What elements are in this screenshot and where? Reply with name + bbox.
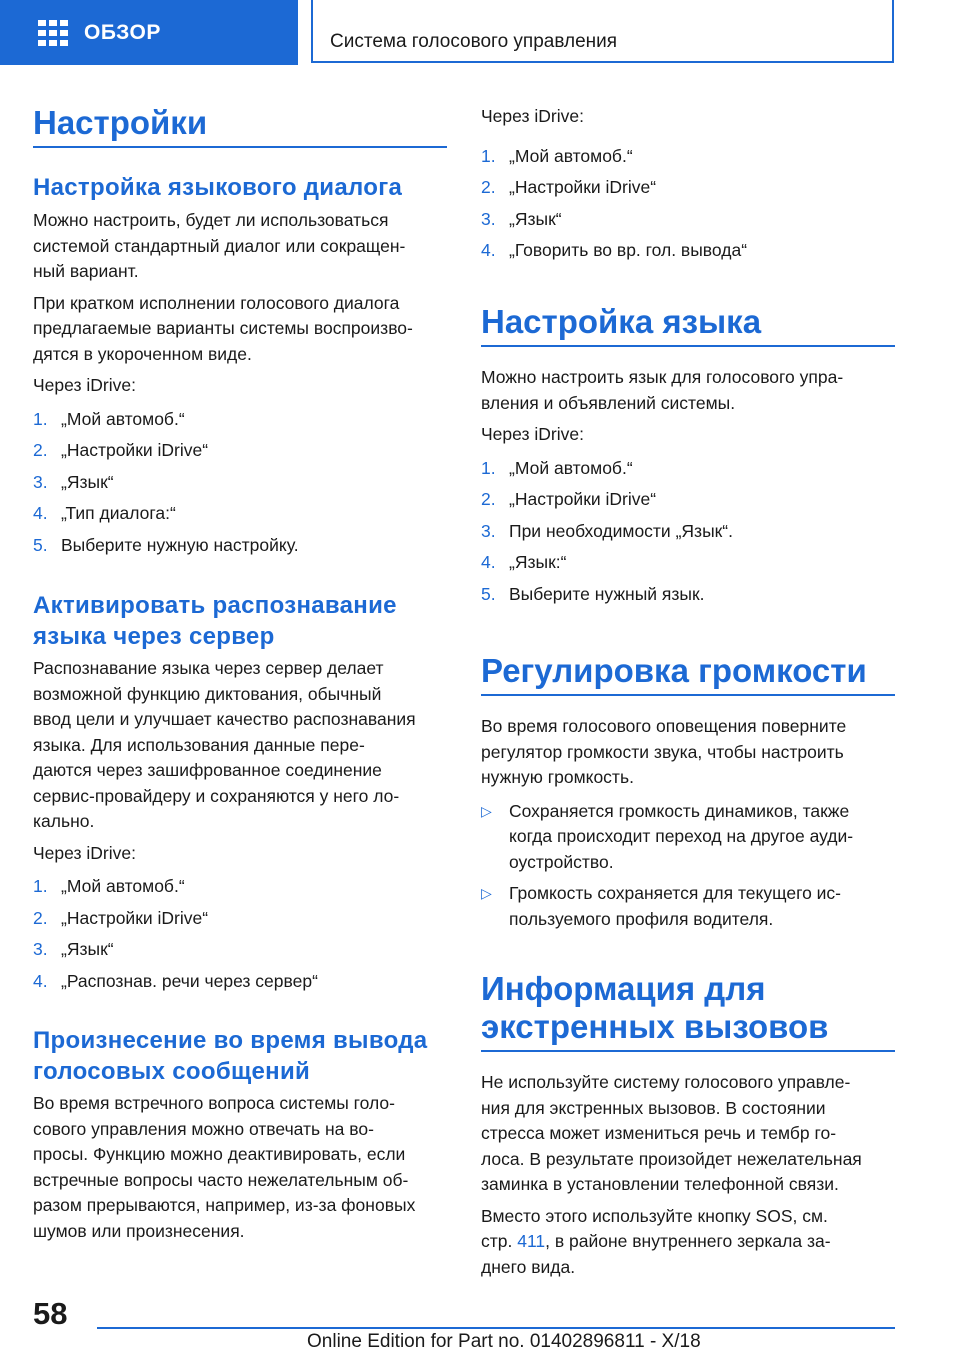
language-heading: Настройка языка [481, 303, 762, 340]
list-item [481, 881, 895, 932]
list-item [33, 501, 447, 533]
speak-during-output-title-line: Произнесение во время вывода [33, 1027, 428, 1054]
text-line: даются через зашифрованное соединение [33, 760, 382, 780]
step-text: „Язык“ [509, 208, 562, 229]
list-item [481, 207, 895, 239]
step-number: 4. [481, 552, 496, 572]
triangle-bullet-icon: ▷ [481, 802, 492, 819]
emergency-heading-line: Информация для [481, 970, 766, 1007]
text-line: ный вариант. [33, 261, 139, 281]
steps-list [481, 456, 895, 614]
dialog-settings-title: Настройка языкового диалога [33, 174, 403, 201]
step-text: „Язык“ [61, 471, 114, 492]
step-text: „Мой автомоб.“ [61, 408, 185, 429]
step-text: Выберите нужную настройку. [61, 534, 299, 555]
step-text: „Настройки iDrive“ [509, 489, 657, 509]
step-number: 4. [33, 970, 48, 991]
text-line: сового управления можно отвечать на во- [33, 1118, 374, 1139]
emergency-heading-line: экстренных вызовов [481, 1008, 829, 1045]
list-item [481, 238, 895, 270]
text-line: Вместо этого используйте кнопку SOS, см. [481, 1205, 828, 1226]
step-number: 4. [481, 240, 496, 260]
step-text: При необходимости „Язык“. [509, 520, 733, 541]
text-line: заминка в установлении телефонной связи. [481, 1174, 839, 1194]
step-text: „Язык:“ [509, 552, 567, 572]
text-line: пользуемого профиля водителя. [509, 908, 774, 929]
server-recognition-title-line: языка через сервер [33, 623, 275, 650]
text-line: системой стандартный диалог или сокращен- [33, 235, 406, 256]
text-line: вления и объявлений системы. [481, 392, 736, 413]
volume-heading: Регулировка громкости [481, 652, 867, 689]
text-line: Сохраняется громкость динамиков, также [509, 800, 850, 821]
step-text: „Говорить во вр. гол. вывода“ [509, 240, 748, 260]
bullet-list [481, 799, 895, 933]
list-item [33, 874, 447, 906]
text-line: Можно настроить язык для голосового упра- [481, 367, 844, 387]
emergency-heading-block [481, 970, 895, 1052]
step-text: „Распознав. речи через сервер“ [61, 970, 318, 991]
list-item [33, 407, 447, 439]
via-idrive-label: Через iDrive: [33, 375, 136, 395]
text-line: языка. Для использования данные пере- [33, 734, 365, 755]
edition-footer: Online Edition for Part no. 01402896811 - X/18 [307, 1331, 701, 1352]
server-recognition-section [33, 590, 447, 1000]
footer-divider [97, 1327, 895, 1329]
step-number: 5. [33, 534, 48, 555]
page-411-link[interactable]: 411 [517, 1231, 546, 1251]
speak-during-output-title-line: голосовых сообщений [33, 1058, 311, 1085]
text-line: днего вида. [481, 1256, 576, 1277]
settings-heading: Настройки [33, 104, 208, 141]
step-text: Выберите нужный язык. [509, 583, 705, 604]
text-line: дятся в укороченном виде. [33, 343, 252, 364]
overview-tab[interactable] [0, 0, 298, 65]
section-title-box [311, 0, 894, 63]
text-line: стресса может измениться речь и тембр го- [481, 1123, 837, 1143]
text-line: предлагаемые варианты системы воспроизво- [33, 318, 413, 338]
list-item [481, 582, 895, 614]
language-heading-block [481, 303, 895, 347]
triangle-bullet-icon: ▷ [481, 885, 492, 901]
step-number: 1. [33, 876, 48, 896]
page-number: 58 [33, 1296, 68, 1331]
text-line: Не используйте систему голосового управле- [481, 1072, 851, 1092]
emergency-section [481, 970, 895, 1280]
step-number: 2. [481, 489, 496, 509]
list-item [481, 550, 895, 582]
text-line: Распознавание языка через сервер делает [33, 658, 384, 678]
list-item [33, 969, 447, 1001]
list-item [481, 487, 895, 519]
step-number: 2. [33, 440, 48, 460]
step-number: 3. [33, 471, 48, 492]
step-number: 1. [481, 145, 496, 166]
text-line: Можно настроить, будет ли использоваться [33, 210, 389, 230]
text-line: Во время встречного вопроса системы голо- [33, 1093, 395, 1113]
page-ref-suffix: , в районе внутреннего зеркала за- [545, 1231, 831, 1251]
text-line: Громкость сохраняется для текущего ис- [509, 883, 842, 903]
step-text: „Мой автомоб.“ [61, 876, 185, 896]
step-number: 5. [481, 583, 496, 604]
step-number: 2. [33, 907, 48, 928]
text-line [481, 1229, 895, 1255]
via-idrive-label: Через iDrive: [481, 424, 584, 444]
volume-section [481, 652, 895, 932]
step-number: 3. [481, 520, 496, 541]
text-line: просы. Функцию можно деактивировать, если [33, 1144, 406, 1164]
list-item [481, 519, 895, 551]
step-text: „Мой автомоб.“ [509, 457, 633, 478]
text-line: При кратком исполнении голосового диалога [33, 292, 400, 313]
text-line: сервис-провайдеру и сохраняются у него ло- [33, 785, 400, 806]
via-idrive-label: Через iDrive: [33, 842, 136, 863]
step-text: „Настройки iDrive“ [61, 907, 209, 928]
list-item [33, 533, 447, 565]
grid-menu-icon [38, 20, 68, 46]
step-number: 2. [481, 177, 496, 197]
text-line: кально. [33, 811, 95, 831]
step-number: 3. [33, 939, 48, 959]
text-line: ввод цели и улучшает качество распознавания [33, 709, 416, 729]
text-line: шумов или произнесения. [33, 1220, 245, 1241]
text-line: когда происходит переход на другое ауди- [509, 826, 854, 846]
list-item [481, 175, 895, 207]
list-item [33, 906, 447, 938]
step-text: „Тип диалога:“ [61, 503, 176, 523]
list-item [33, 470, 447, 502]
step-number: 1. [481, 457, 496, 478]
step-text: „Настройки iDrive“ [509, 177, 657, 197]
settings-heading-block [33, 104, 447, 148]
text-line: лоса. В результате произойдет нежелательная [481, 1148, 862, 1169]
step-text: „Язык“ [61, 939, 114, 959]
steps-list [481, 144, 895, 270]
step-number: 3. [481, 208, 496, 229]
text-line: регулятор громкости звука, чтобы настроить [481, 741, 844, 762]
language-settings-section [481, 303, 895, 613]
steps-list [33, 874, 447, 1000]
text-line: возможной функцию диктования, обычный [33, 683, 382, 704]
text-line: разом прерываются, например, из-за фоновых [33, 1195, 416, 1215]
step-number: 4. [33, 503, 48, 523]
step-text: „Мой автомоб.“ [509, 145, 633, 166]
list-item [33, 438, 447, 470]
volume-heading-block [481, 652, 895, 696]
text-line: оустройство. [509, 851, 614, 872]
steps-list [33, 407, 447, 565]
step-text: „Настройки iDrive“ [61, 440, 209, 460]
list-item [33, 937, 447, 969]
via-idrive-label: Через iDrive: [481, 106, 584, 126]
speak-during-output-steps [481, 104, 895, 270]
step-number: 1. [33, 408, 48, 429]
text-line: ния для экстренных вызовов. В состоянии [481, 1097, 826, 1118]
speak-during-output-section [33, 1025, 447, 1244]
text-line: Во время голосового оповещения поверните [481, 716, 847, 736]
list-item [481, 799, 895, 876]
section-title: Система голосового управления [330, 31, 618, 52]
text-line: нужную громкость. [481, 767, 634, 787]
overview-tab-label: ОБЗОР [84, 20, 161, 44]
text-line: встречные вопросы часто нежелательным об- [33, 1169, 409, 1190]
list-item [481, 456, 895, 488]
dialog-settings-section [33, 172, 447, 564]
page-ref-prefix: стр. [481, 1231, 518, 1251]
server-recognition-title-line: Активировать распознавание [33, 592, 397, 619]
list-item [481, 144, 895, 176]
